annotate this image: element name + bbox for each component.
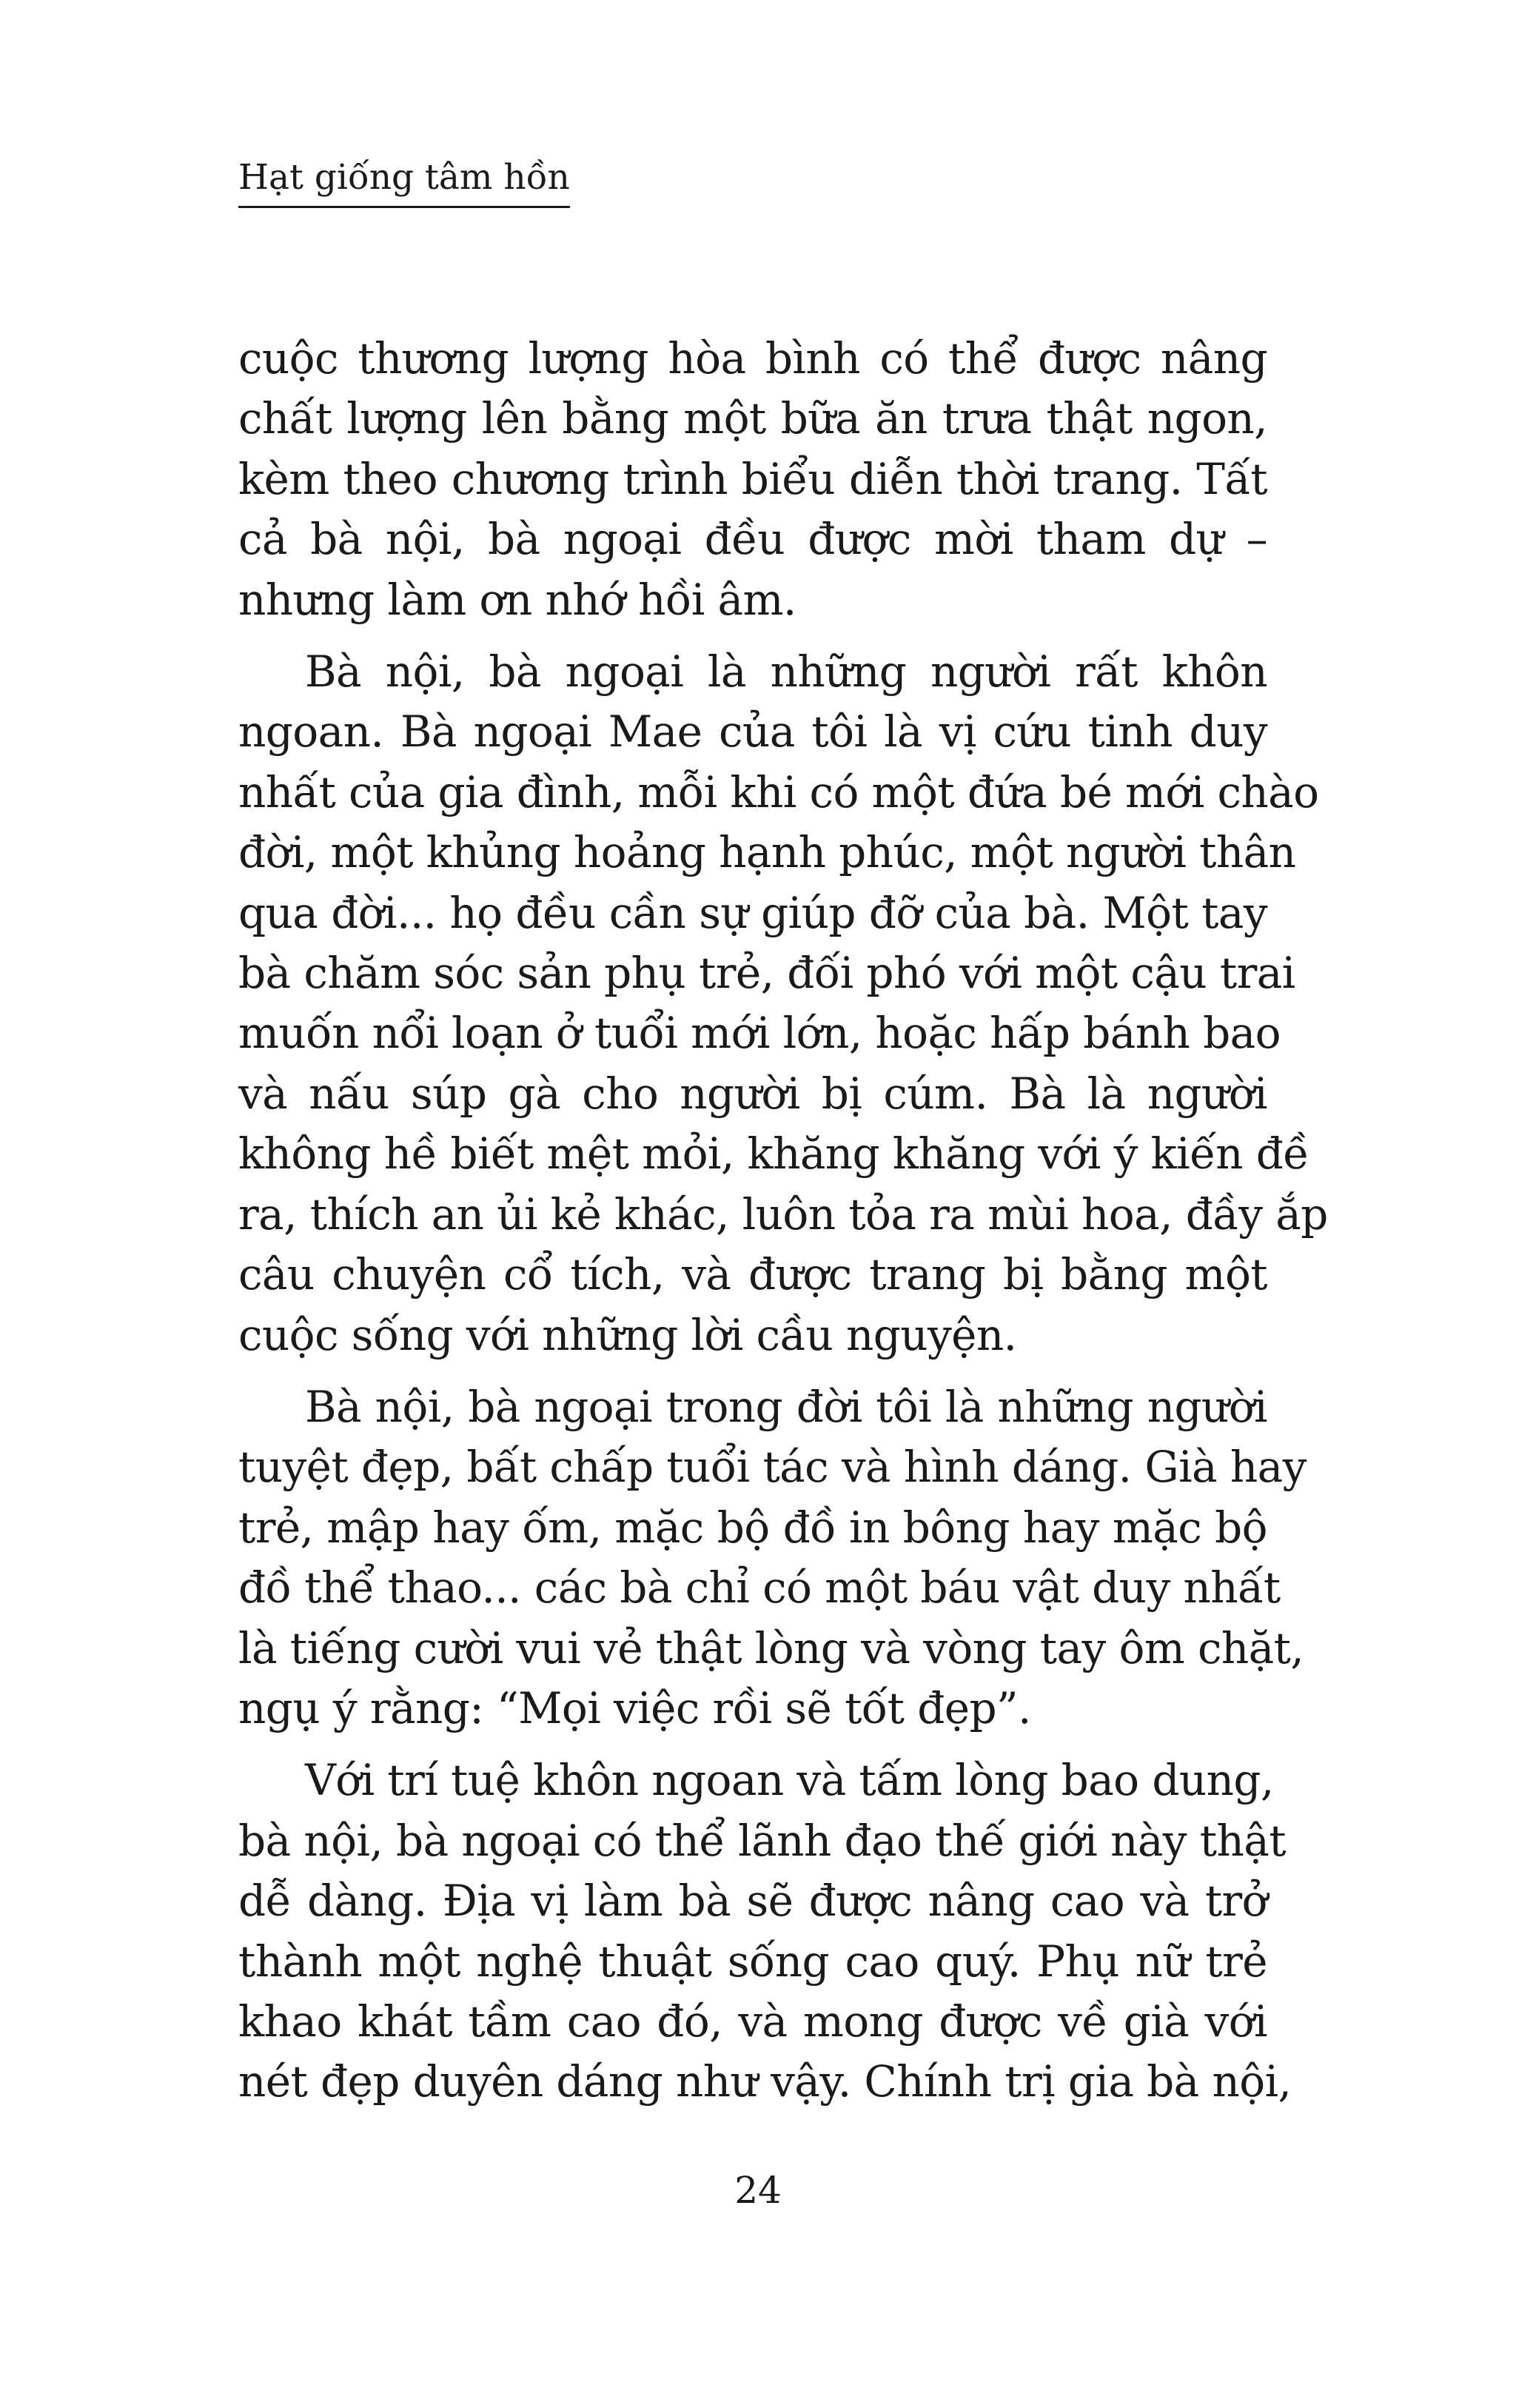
text-line: bà chăm sóc sản phụ trẻ, đối phó với một cậu trai [238, 948, 1295, 999]
text-line: Với trí tuệ khôn ngoan và tấm lòng bao dung, [305, 1755, 1274, 1806]
text-line: cuộc thương lượng hòa bình có thể được nâng [238, 333, 1267, 384]
text-line: trẻ, mập hay ốm, mặc bộ đồ in bông hay mặc bộ [238, 1502, 1267, 1553]
running-header: Hạt giống tâm hồn [238, 155, 570, 208]
body-text [238, 329, 1328, 2124]
text-line: qua đời... họ đều cần sự giúp đỡ của bà. Một tay [238, 887, 1267, 938]
text-line: không hề biết mệt mỏi, khăng khăng với ý kiến đề [238, 1128, 1309, 1180]
text-line: Bà nội, bà ngoại là những người rất khôn [305, 646, 1267, 698]
text-line: ra, thích an ủi kẻ khác, luôn tỏa ra mùi hoa, đầy ắp [238, 1188, 1328, 1240]
text-line: bà nội, bà ngoại có thể lãnh đạo thế giới này thật [238, 1815, 1286, 1866]
paragraph-4 [238, 1750, 1292, 2112]
page-number: 24 [734, 2169, 782, 2212]
text-line: ngụ ý rằng: “Mọi việc rồi sẽ tốt đẹp”. [238, 1682, 1031, 1733]
paragraph-3 [238, 1377, 1307, 1739]
paragraph-2 [238, 642, 1328, 1365]
text-line: kèm theo chương trình biểu diễn thời trang. Tất [238, 453, 1267, 504]
text-line: và nấu súp gà cho người bị cúm. Bà là người [238, 1068, 1267, 1119]
text-line: muốn nổi loạn ở tuổi mới lớn, hoặc hấp bánh bao [238, 1008, 1281, 1059]
text-line: nét đẹp duyên dáng như vậy. Chính trị gia bà nội, [238, 2056, 1292, 2107]
text-line: câu chuyện cổ tích, và được trang bị bằng một [238, 1249, 1267, 1300]
text-line: nhất của gia đình, mỗi khi có một đứa bé mới chào [238, 766, 1319, 817]
text-line: cuộc sống với những lời cầu nguyện. [238, 1309, 1017, 1360]
text-line: khao khát tầm cao đó, và mong được về già với [238, 1996, 1267, 2047]
text-line: là tiếng cười vui vẻ thật lòng và vòng tay ôm chặt, [238, 1622, 1304, 1673]
text-line: nhưng làm ơn nhớ hồi âm. [238, 574, 796, 625]
paragraph-1 [238, 329, 1267, 630]
text-line: đồ thể thao... các bà chỉ có một báu vật duy nhất [238, 1562, 1281, 1613]
text-line: dễ dàng. Địa vị làm bà sẽ được nâng cao và trở [238, 1876, 1267, 1927]
text-line: ngoan. Bà ngoại Mae của tôi là vị cứu tinh duy [238, 706, 1267, 757]
text-line: thành một nghệ thuật sống cao quý. Phụ nữ trẻ [238, 1936, 1267, 1987]
text-line: tuyệt đẹp, bất chấp tuổi tác và hình dáng. Già hay [238, 1442, 1307, 1493]
text-line: chất lượng lên bằng một bữa ăn trưa thật ngon, [238, 393, 1267, 444]
text-line: Bà nội, bà ngoại trong đời tôi là những người [305, 1381, 1267, 1432]
text-line: cả bà nội, bà ngoại đều được mời tham dự – [238, 514, 1267, 565]
text-line: đời, một khủng hoảng hạnh phúc, một người thân [238, 827, 1296, 878]
